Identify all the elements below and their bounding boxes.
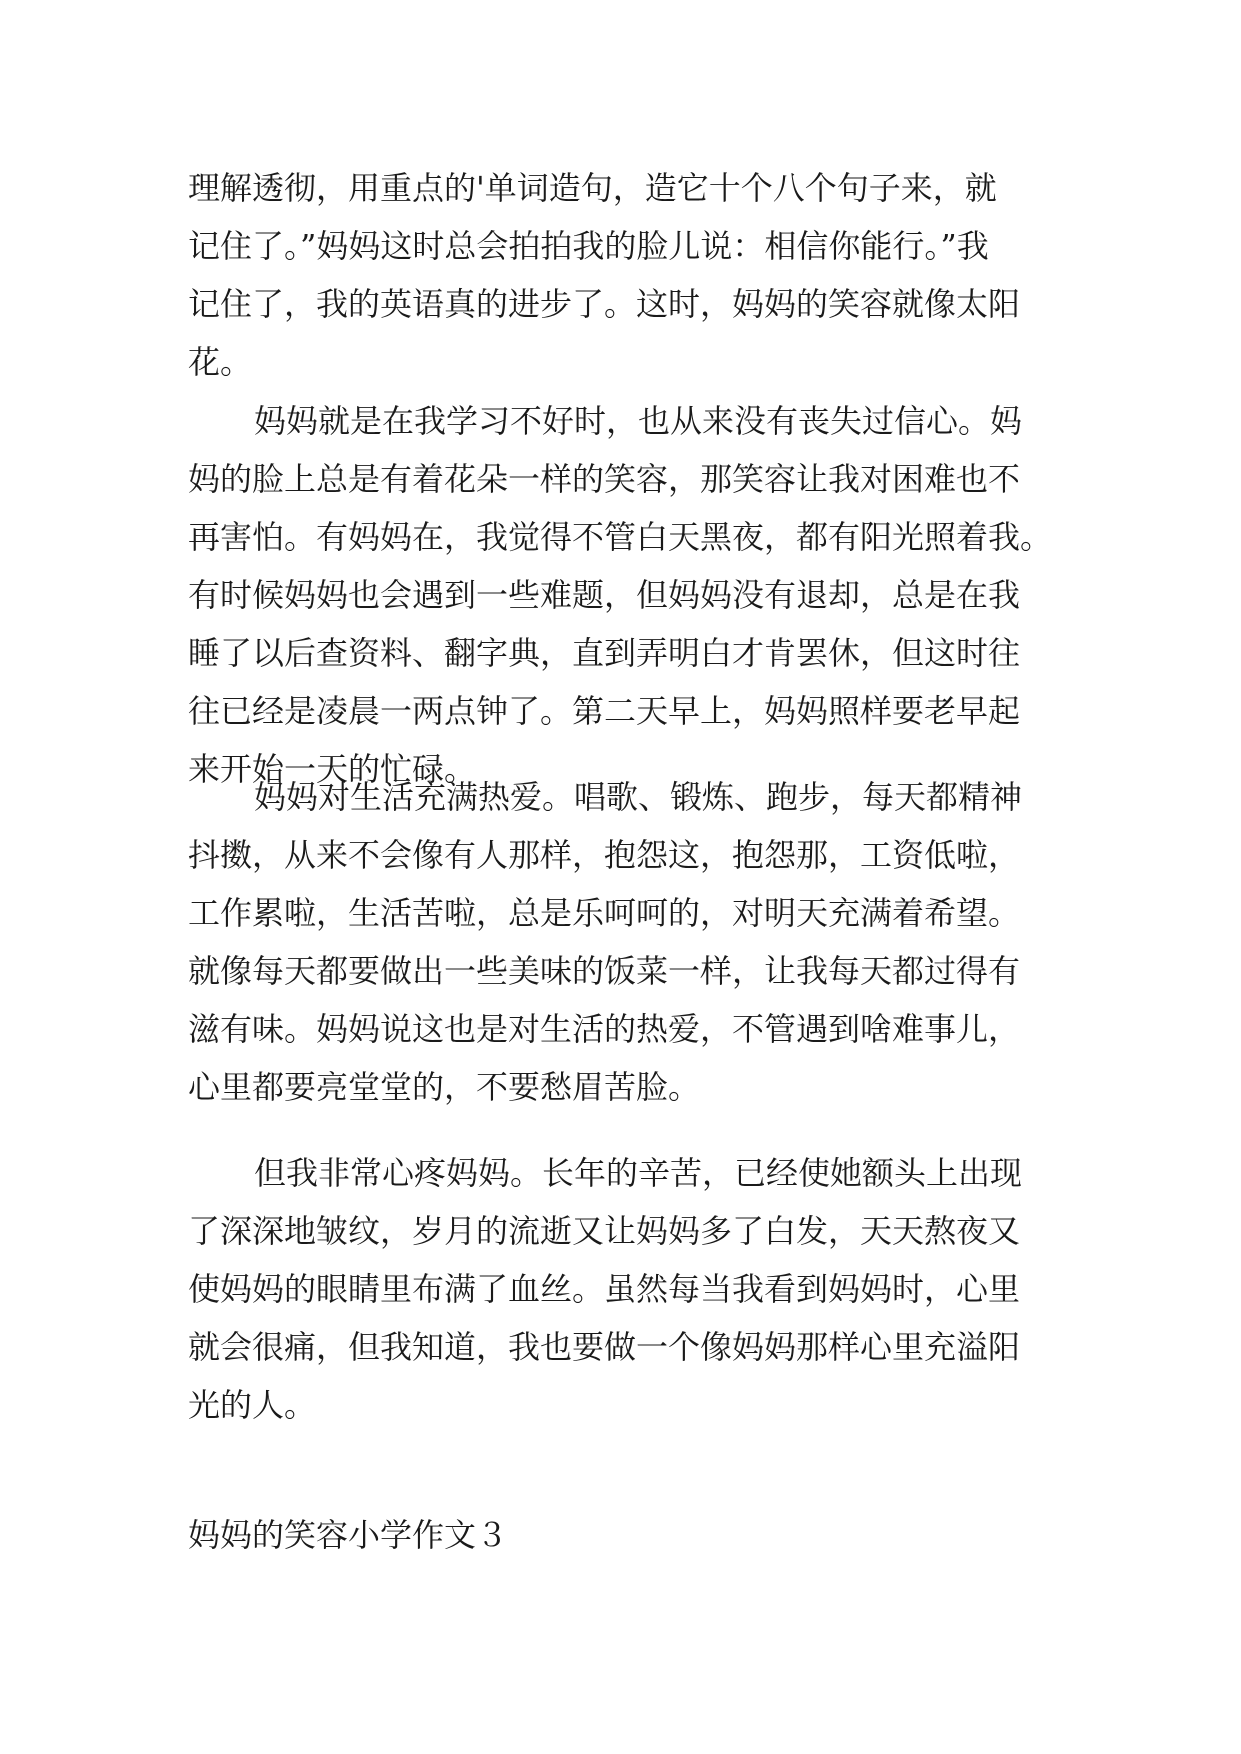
paragraph-2 (188, 392, 1054, 798)
paragraph-line: 滋有味。妈妈说这也是对生活的热爱，不管遇到啥难事儿， (188, 1010, 1021, 1048)
paragraph-line: 花。 (188, 343, 253, 381)
section-heading: 妈妈的笑容小学作文３ (188, 1516, 509, 1554)
paragraph-line: 往已经是凌晨一两点钟了。第二天早上，妈妈照样要老早起 (188, 692, 1021, 730)
paragraph-line: 再害怕。有妈妈在，我觉得不管白天黑夜，都有阳光照着我。 (188, 518, 1053, 556)
paragraph-line: 妈的脸上总是有着花朵一样的笑容，那笑容让我对困难也不 (188, 460, 1021, 498)
paragraph-line: 光的人。 (188, 1386, 317, 1424)
paragraph-line: 工作累啦，生活苦啦，总是乐呵呵的，对明天充满着希望。 (188, 894, 1021, 932)
paragraph-line: 妈妈对生活充满热爱。唱歌、锻炼、跑步，每天都精神 (254, 778, 1023, 816)
paragraph-line: 记住了，我的英语真的进步了。这时，妈妈的笑容就像太阳 (188, 285, 1021, 323)
paragraph-line: 但我非常心疼妈妈。长年的辛苦，已经使她额头上出现 (254, 1154, 1023, 1192)
paragraph-line: 就会很痛，但我知道，我也要做一个像妈妈那样心里充溢阳 (188, 1328, 1021, 1366)
paragraph-line: 妈妈就是在我学习不好时，也从来没有丧失过信心。妈 (254, 402, 1023, 440)
paragraph-line: 有时候妈妈也会遇到一些难题，但妈妈没有退却，总是在我 (188, 576, 1021, 614)
paragraph-line: 使妈妈的眼睛里布满了血丝。虽然每当我看到妈妈时，心里 (188, 1270, 1021, 1308)
paragraph-line: 抖擞，从来不会像有人那样，抱怨这，抱怨那，工资低啦， (188, 836, 1021, 874)
paragraph-line: 记住了。”妈妈这时总会拍拍我的脸儿说：相信你能行。”我 (188, 227, 989, 265)
paragraph-line: 了深深地皱纹，岁月的流逝又让妈妈多了白发，天天熬夜又 (188, 1212, 1021, 1250)
paragraph-line: 睡了以后查资料、翻字典，直到弄明白才肯罢休，但这时往 (188, 634, 1021, 672)
paragraph-line: 心里都要亮堂堂的，不要愁眉苦脸。 (188, 1068, 701, 1106)
paragraph-line: 理解透彻，用重点的'单词造句，造它十个八个句子来，就 (188, 169, 997, 207)
paragraph-3 (188, 768, 1054, 1116)
paragraph-4 (188, 1144, 1054, 1434)
paragraph-1 (188, 159, 1054, 391)
paragraph-line: 来开始一天的忙碌。 (188, 750, 477, 788)
paragraph-line: 就像每天都要做出一些美味的饭菜一样，让我每天都过得有 (188, 952, 1021, 990)
